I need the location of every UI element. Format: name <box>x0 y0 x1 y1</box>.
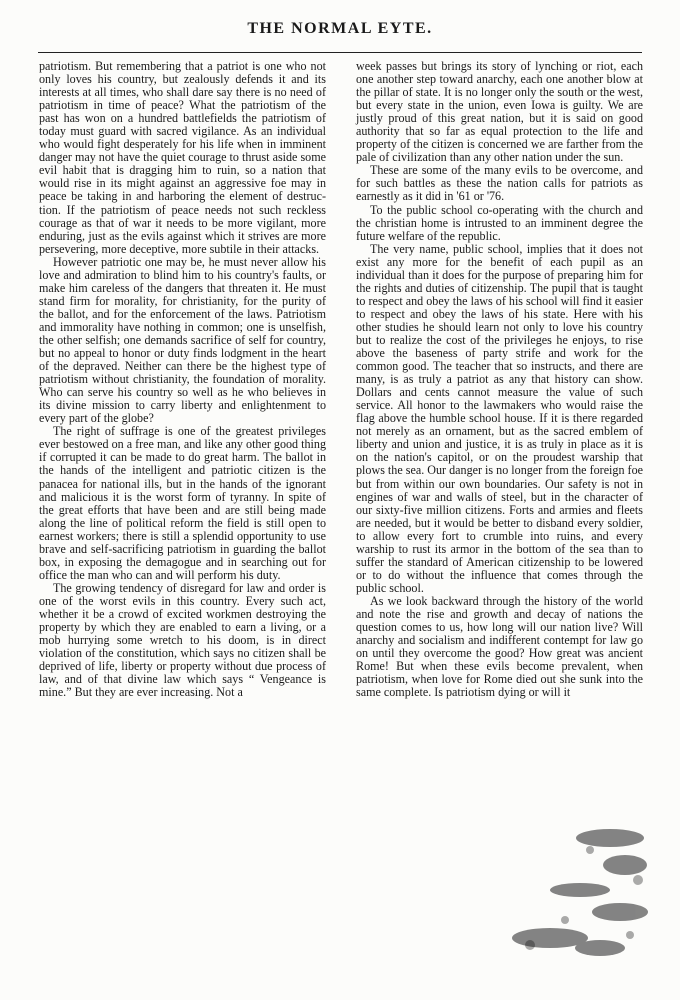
right-paragraph-5: As we look backward through the history of the world and note the rise and growth and decay of nations the question comes to us, how long will our nation live? Will anarchy and socialism and indifferent contempt for law go on until they overcome the good? How great was ancient Rome! But when these evils become prevalent, when patriotism, when love for Rome died out she sunk into the same complete. Is patriotism dying or will it <box>356 593 643 700</box>
left-paragraph-4: The growing tendency of disregard for law and order is one of the worst evils in this country. Every such act, whether it be a crowd of excited workmen destroying the property by which they are enabled to earn a living, or a mob hurrying some wretch to his doom, is in direct violation of the constitution, which says no citizen shall be deprived of life, liberty or property without due process of law, and of that divine law which says “ Vengeance is mine.” But they are ever increasing. Not a <box>39 580 326 700</box>
right-paragraph-1: week passes but brings its story of lynching or riot, each one another step toward anarchy, each one another blow at the pillar of state. It is no longer only the south or the west, but every state in the union, even Iowa is guilty. We are justly proud of this great nation, but it is said on good authority that so far as equal protection to the life and property of the citizen is concerned we are farther from the pale of civilization than any other nation under the sun. <box>356 59 643 165</box>
left-paragraph-2: However patriotic one may be, he must never allow his love and admiration to blind him to his country's faults, or make him careless of the dangers that threaten it. He must stand firm for morality, for christianity, for the purity of the ballot, and for the enforcement of the laws. Patriotism and immorality have nothing in common; one is unselfish, the other selfish; one demands sacrifice of self for country, but no appeal to honor or duty finds lodgment in the heart of the depraved. Neither can there be the highest type of patriotism without christianity, the foundation of morality. Who can serve his country so well as he who believes in its divine mission to carry liberty and enlightenment to every part of the globe? <box>39 254 326 426</box>
right-paragraph-2: These are some of the many evils to be overcome, and for such battles as these the nation calls for patriots as earnestly as it did in '61 or '76. <box>356 163 643 204</box>
left-paragraph-3: The right of suffrage is one of the greatest privileges ever bestowed on a free man, and like any other good thing if corrupted it can be made to do great harm. The ballot in the hands of the intelligent and patriotic citizen is the panacea for national ills, but in the hands of the ignorant and malicious it is the worst form of tyranny. In spite of the great efforts that have been and are still being made along the line of political reform the field is still open to earnest workers; there is still a splendid opportunity to use brave and self-sacrificing patriotism in guarding the ballot box, in exposing the demagogue and in searching out for office the man who can and will perform his duty. <box>39 424 326 582</box>
left-paragraph-1: patriotism. But remembering that a patriot is one who not only loves his country, but zealously defends it and its interests at all times, who shall dare say there is no need of patriotism in time of peace? What the patriotism of the past has won on a hundred battlefields the patriotism of today must guard with sacred vigilance. As an individual who would fight desperately for his life when in imminent danger may not have the quiet courage to thrust aside some evil habit that is dragging him to ruin, so a nation that would rise in its might against an aggressive foe may in peace be taking in and harboring the element of destruction. If the patriotism of peace needs not such reckless courage as that of war it needs to be more vigilant, more enduring, just as the evils against which it strives are more persevering, more deceptive, more subtile in their attacks. <box>39 59 326 256</box>
print-damage-smudge <box>490 820 650 960</box>
header-rule <box>38 52 642 53</box>
right-column <box>356 60 643 699</box>
right-paragraph-3: To the public school co-operating with the church and the christian home is intrusted to an imminent degree the future welfare of the republic. <box>356 202 643 243</box>
page-header: THE NORMAL EYTE. <box>247 20 433 37</box>
left-column <box>39 60 326 699</box>
right-paragraph-4: The very name, public school, implies that it does not exist any more for the benefit of each pupil as an individual than it does for the purpose of preparing him for the rights and duties of citizenship. The pupil that is taught to respect and obey the laws of his school will find it easier to respect and obey the laws of his state. Here with his other studies he should learn not only to love his country but to realize the cost of the privileges he enjoys, to rise above the baseness of party strife and work for the common good. The teacher that so instructs, and there are many, is as truly a patriot as any that history can show. Dollars and cents cannot measure the value of such service. All honor to the lawmakers who would raise the flag above the humble school house. If it is there regarded not merely as an ornament, but as the sacred emblem of liberty and union and justice, it is as truly in place as it is on the nation's capitol, or on the proudest warship that plows the sea. Our danger is no longer from the foreign foe but from within our own boundaries. Our safety is not in engines of war and walls of steel, but in the character of our sixty-five million citizens. Forts and armies and fleets are needed, but it would be better to disband every soldier, to allow every fort to crumble into ruins, and every warship to rust its armor in the bottom of the sea than to suffer the standard of American citizenship to be lowered or to do without the influence that comes through the public school. <box>356 241 643 595</box>
